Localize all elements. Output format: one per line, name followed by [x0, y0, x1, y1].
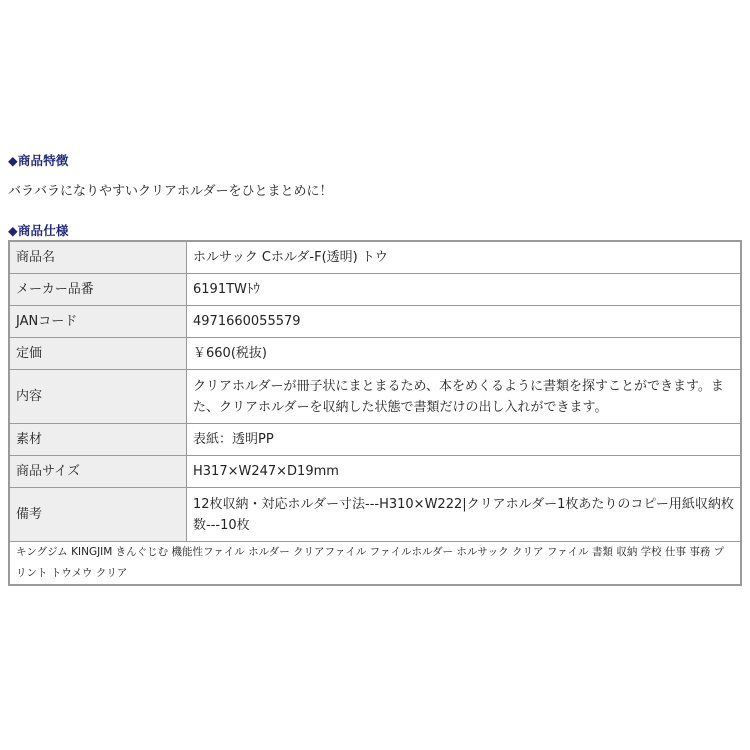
row-value: 6191TWﾄｳ [187, 274, 742, 306]
row-label: 商品サイズ [9, 456, 187, 488]
table-row [9, 456, 741, 488]
keywords-cell: キングジム KINGJIM きんぐじむ 機能性ファイル ホルダー クリアファイル ファイルホルダー ホルサック クリア ファイル 書類 収納 学校 仕事 事務 プリント トウメウ クリア [9, 542, 741, 586]
spec-table [8, 240, 742, 586]
row-label: JANコード [9, 306, 187, 338]
table-row [9, 488, 741, 542]
row-value: H317×W247×D19mm [187, 456, 742, 488]
row-label: 内容 [9, 370, 187, 424]
table-row [9, 241, 741, 274]
table-row [9, 542, 741, 586]
table-row [9, 306, 741, 338]
row-value: 4971660055579 [187, 306, 742, 338]
row-label: 定価 [9, 338, 187, 370]
table-row [9, 424, 741, 456]
feature-heading: ◆商品特徴 [8, 153, 69, 168]
row-label: メーカー品番 [9, 274, 187, 306]
row-value: ￥660(税抜) [187, 338, 742, 370]
table-row [9, 370, 741, 424]
row-label: 素材 [9, 424, 187, 456]
row-value: クリアホルダーが冊子状にまとまるため、本をめくるように書類を探すことができます。また、クリアホルダーを収納した状態で書類だけの出し入れができます。 [187, 370, 742, 424]
table-row [9, 338, 741, 370]
table-row [9, 274, 741, 306]
row-value: 12枚収納・対応ホルダー寸法---H310×W222|クリアホルダー1枚あたりのコピー用紙収納枚数---10枚 [187, 488, 742, 542]
feature-text: バラバラになりやすいクリアホルダーをひとまとめに！ [8, 184, 333, 199]
row-label: 備考 [9, 488, 187, 542]
spec-heading: ◆商品仕様 [8, 223, 69, 238]
row-label: 商品名 [9, 241, 187, 274]
row-value: 表紙：透明PP [187, 424, 742, 456]
row-value: ホルサック Cホルダ-F(透明) トウ [187, 241, 742, 274]
